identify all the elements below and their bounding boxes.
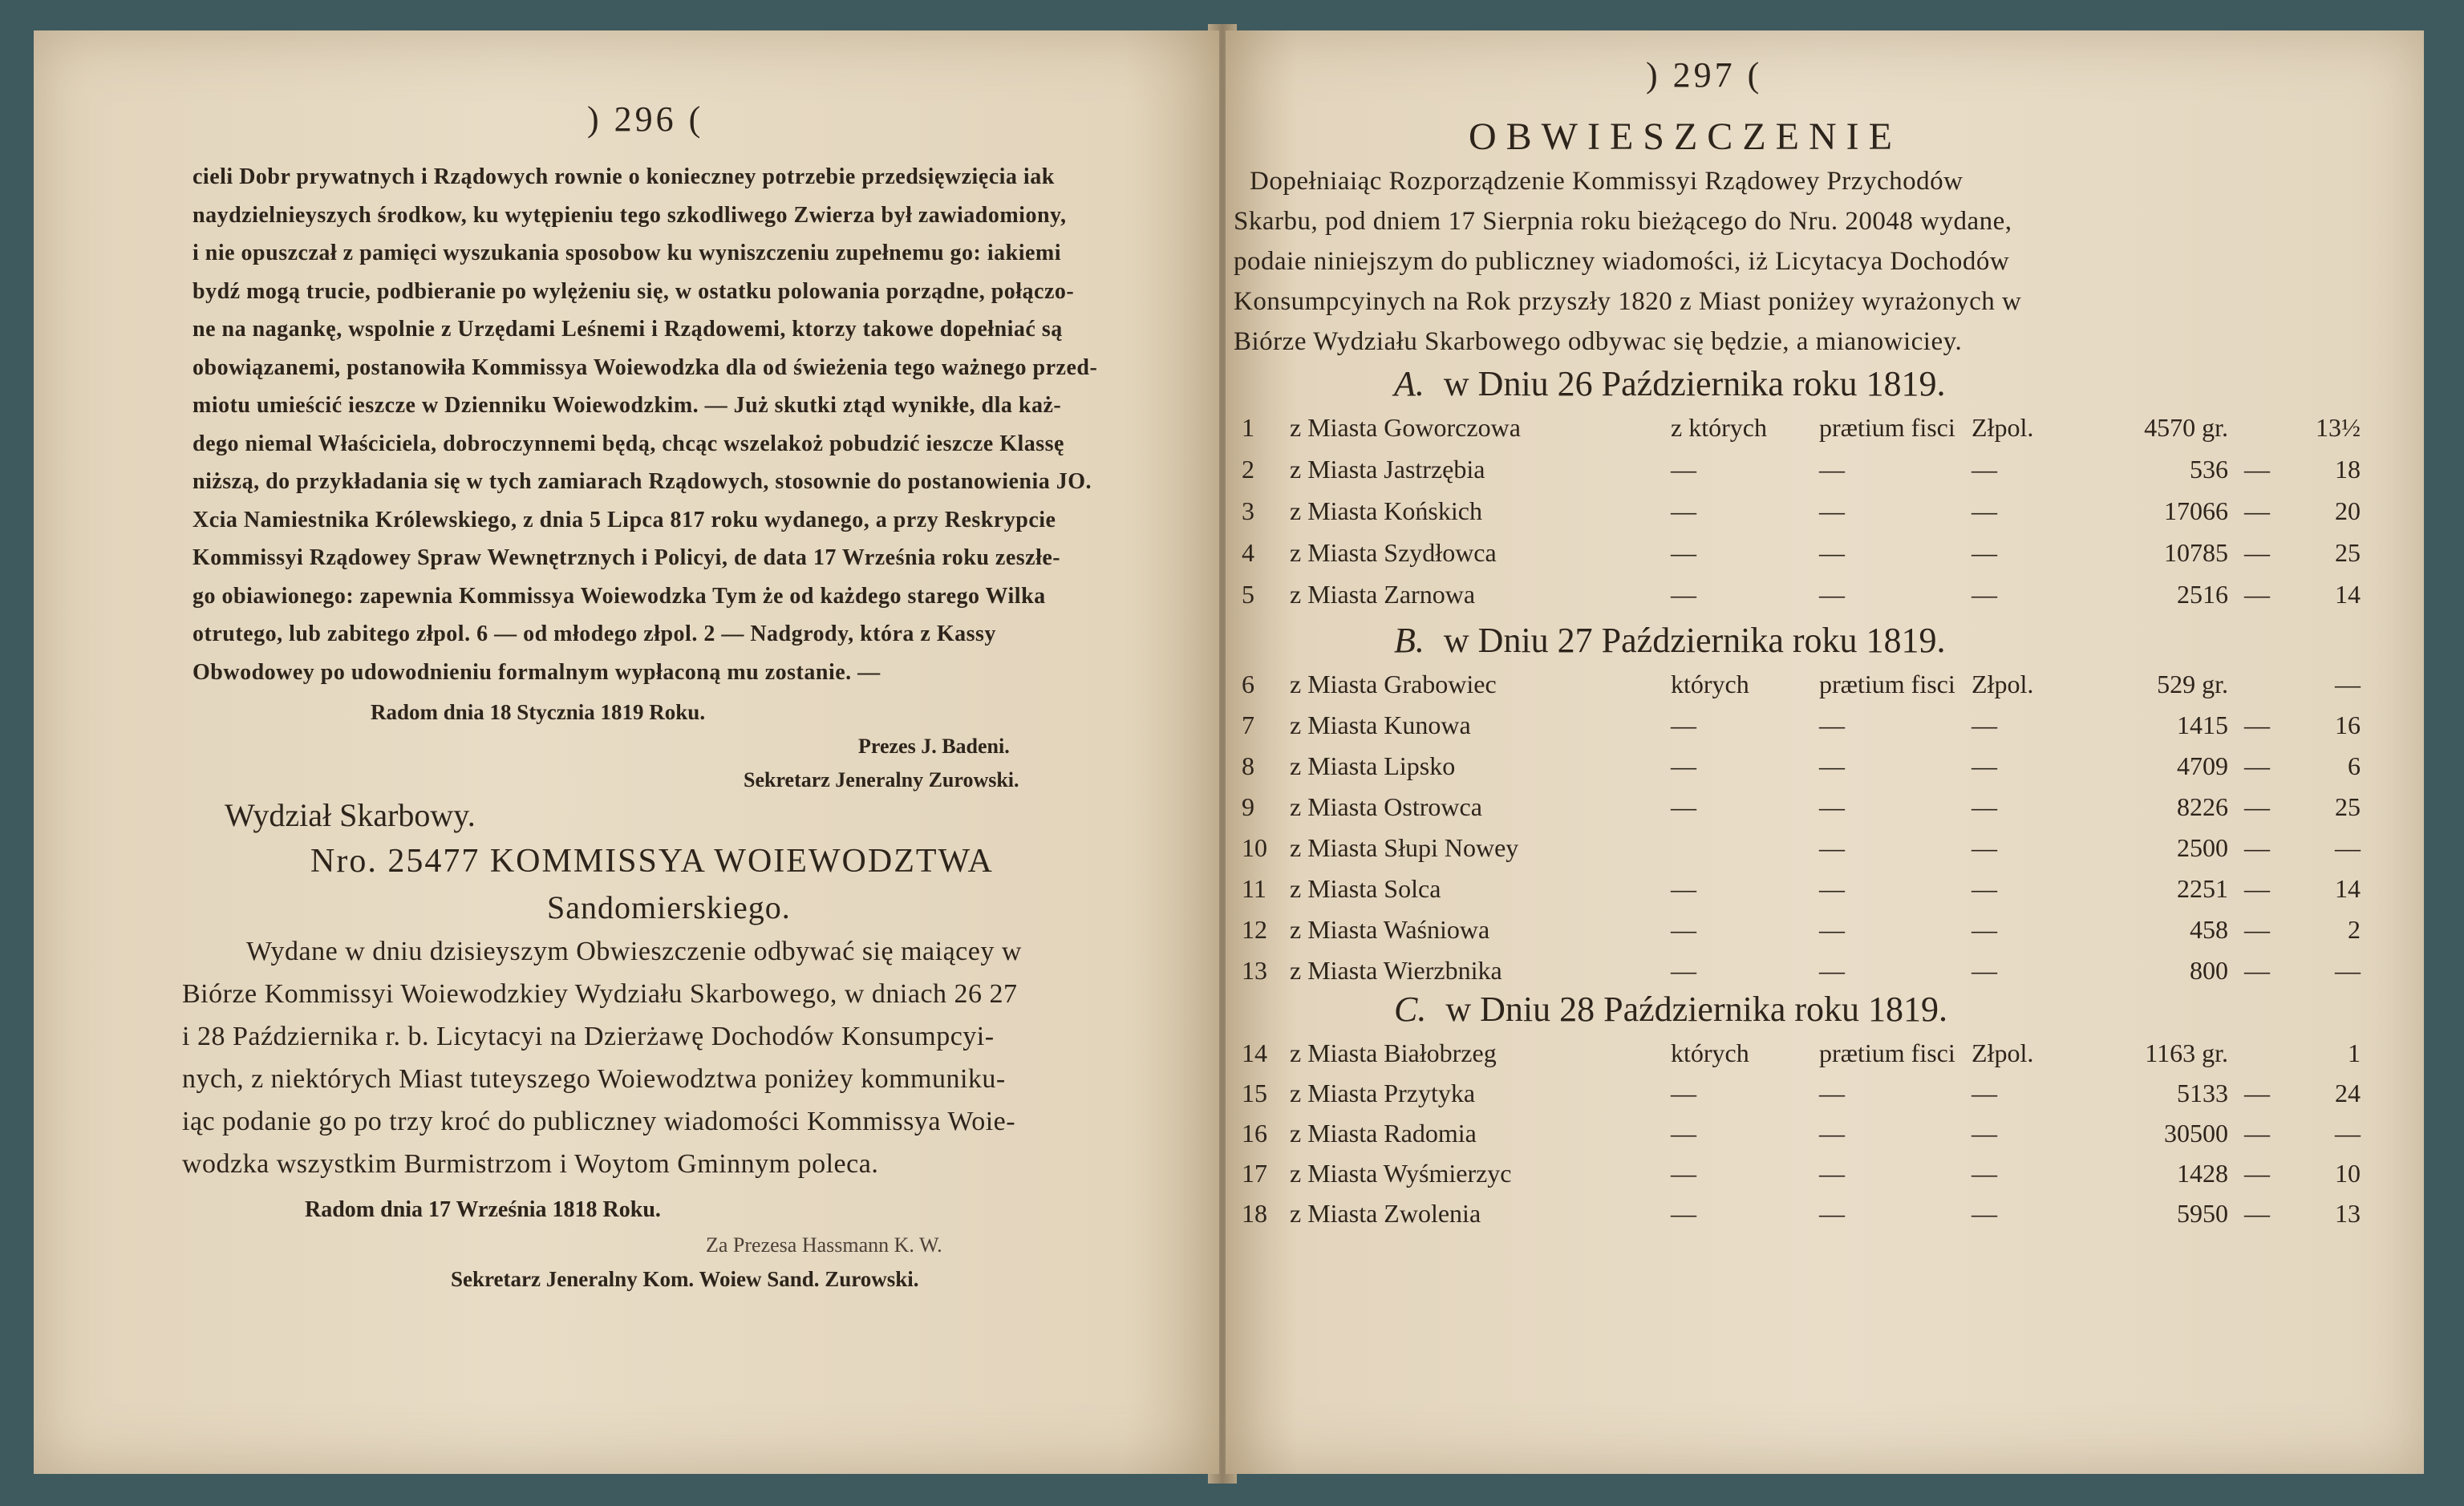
paragraph-line: obowiązanemi, postanowiła Kommissya Woiewodzka dla od świeżenia tego ważnego przed-	[192, 354, 1098, 380]
town-name: z Miasta Kunowa	[1290, 710, 1471, 739]
town-name: z Miasta Waśniowa	[1290, 915, 1490, 944]
town-name: z Miasta Jastrzębia	[1290, 455, 1485, 484]
price-value: 30500	[2164, 1119, 2228, 1148]
price-value: 10785	[2164, 538, 2228, 567]
paragraph-line: bydź mogą trucie, podbieranie po wylężeniu się, w ostatku polowania porządne, połączo-	[192, 278, 1075, 304]
paragraph-2-line: iąc podanie go po trzy kroć do publiczney wiadomości Kommissya Woie-	[182, 1107, 1016, 1136]
col-1: —	[1671, 1079, 1696, 1107]
schedule-row	[1226, 580, 2424, 617]
paragraph-line: i nie opuszczał z pamięci wyszukania sposobow ku wyniszczeniu zupełnemu go: iakiemi	[192, 241, 1062, 265]
schedule-row	[1226, 874, 2424, 911]
paragraph-line: go obiawionego: zapewnia Kommissya Woiewodzka Tym że od każdego starego Wilka	[192, 583, 1046, 609]
section-header: Wydział Skarbowy.	[225, 797, 476, 833]
intro-line: Skarbu, pod dniem 17 Sierpnia roku bieżącego do Nru. 20048 wydane,	[1234, 207, 2012, 236]
intro-line: Biórze Wydziału Skarbowego odbywac się będzie, a mianowiciey.	[1234, 327, 1963, 356]
groszy-value: 18	[2335, 455, 2361, 484]
col-2: prætium fisci	[1819, 413, 1955, 442]
dash: —	[2244, 580, 2270, 609]
groszy-value: 6	[2348, 751, 2361, 780]
row-number: 2	[1242, 455, 1254, 484]
signature-vice-president: Za Prezesa Hassmann K. W.	[706, 1233, 942, 1257]
schedule-row	[1226, 1079, 2424, 1115]
paragraph-2-line: nych, z niektórych Miast tuteyszego Woiewodztwa poniżey kommuniku-	[182, 1064, 1006, 1094]
col-2: —	[1819, 538, 1845, 567]
col-2: —	[1819, 710, 1845, 739]
col-1: —	[1671, 1159, 1696, 1188]
signature-secretary-2: Sekretarz Jeneralny Kom. Woiew Sand. Zurowski.	[451, 1267, 919, 1291]
schedule-row	[1226, 833, 2424, 870]
price-value: 4570 gr.	[2144, 413, 2228, 442]
schedule-row	[1226, 670, 2424, 706]
col-3: —	[1972, 833, 1997, 862]
schedule-row	[1226, 1119, 2424, 1156]
dash: —	[2244, 538, 2270, 567]
groszy-value: 13	[2335, 1199, 2361, 1228]
row-number: 11	[1242, 874, 1266, 903]
col-2: —	[1819, 792, 1845, 821]
row-number: 7	[1242, 710, 1254, 739]
town-name: z Miasta Radomia	[1290, 1119, 1477, 1148]
price-value: 8226	[2177, 792, 2228, 821]
price-value: 2251	[2177, 874, 2228, 903]
schedule-row	[1226, 538, 2424, 575]
price-value: 536	[2190, 455, 2228, 484]
schedule-row	[1226, 1038, 2424, 1075]
section-heading	[1394, 989, 1947, 1030]
town-name: z Miasta Solca	[1290, 874, 1441, 903]
col-3: —	[1972, 751, 1997, 780]
section-heading	[1394, 620, 1946, 661]
col-2: —	[1819, 1079, 1845, 1107]
town-name: z Miasta Przytyka	[1290, 1079, 1476, 1107]
paragraph-line: Xcia Namiestnika Królewskiego, z dnia 5 Lipca 817 roku wydanego, a przy Reskrypcie	[192, 507, 1056, 532]
col-2: —	[1819, 915, 1845, 944]
section-date: w Dniu 28 Października roku 1819.	[1445, 990, 1948, 1029]
row-number: 5	[1242, 580, 1254, 609]
town-name: z Miasta Goworczowa	[1290, 413, 1521, 442]
schedule-row	[1226, 413, 2424, 450]
col-1: —	[1671, 751, 1696, 780]
row-number: 15	[1242, 1079, 1267, 1107]
price-value: 2516	[2177, 580, 2228, 609]
groszy-value: 24	[2335, 1079, 2361, 1107]
paragraph-line: otrutego, lub zabitego złpol. 6 — od młodego złpol. 2 — Nadgrody, która z Kassy	[192, 621, 996, 646]
paragraph-line: niższą, do przykładania się w tych zamiarach Rządowych, stosownie do postanowienia JO.	[192, 469, 1092, 494]
paragraph-2-line: Biórze Kommissyi Woiewodzkiey Wydziału Skarbowego, w dniach 26 27	[182, 979, 1018, 1009]
col-1: których	[1671, 670, 1749, 698]
groszy-value: 14	[2335, 874, 2361, 903]
row-number: 4	[1242, 538, 1254, 567]
col-1: —	[1671, 455, 1696, 484]
paragraph-line: naydzielnieyszych środkow, ku wytępieniu tego szkodliwego Zwierza był zawiadomiony,	[192, 202, 1067, 228]
dash: —	[2244, 874, 2270, 903]
paragraph-2-line: i 28 Października r. b. Licytacyi na Dzierżawę Dochodów Konsumpcyi-	[182, 1022, 995, 1051]
row-number: 16	[1242, 1119, 1267, 1148]
town-name: z Miasta Wyśmierzyc	[1290, 1159, 1512, 1188]
price-value: 17066	[2164, 496, 2228, 525]
col-2: —	[1819, 580, 1845, 609]
col-2: prætium fisci	[1819, 1038, 1955, 1067]
col-2: prætium fisci	[1819, 670, 1955, 698]
col-1: —	[1671, 874, 1696, 903]
price-value: 458	[2190, 915, 2228, 944]
date-line-2: Radom dnia 17 Września 1818 Roku.	[305, 1197, 661, 1222]
dash: —	[2244, 1079, 2270, 1107]
intro-line: Konsumpcyinych na Rok przyszły 1820 z Miast poniżey wyrażonych w	[1234, 287, 2022, 316]
price-value: 529 gr.	[2157, 670, 2228, 698]
col-3: —	[1972, 874, 1997, 903]
section-letter: B.	[1394, 621, 1424, 660]
schedule-row	[1226, 956, 2424, 993]
col-1: —	[1671, 956, 1696, 985]
price-value: 5950	[2177, 1199, 2228, 1228]
row-number: 18	[1242, 1199, 1267, 1228]
paragraph-line: miotu umieścić ieszcze w Dzienniku Woiewodzkim. — Już skutki ztąd wynikłe, dla każ-	[192, 393, 1062, 418]
schedule-row	[1226, 455, 2424, 492]
row-number: 3	[1242, 496, 1254, 525]
number-title: Nro. 25477 KOMMISSYA WOIEWODZTWA	[310, 843, 994, 880]
col-2: —	[1819, 751, 1845, 780]
col-1: —	[1671, 1199, 1696, 1228]
groszy-value: —	[2335, 670, 2361, 698]
town-name: z Miasta Ostrowca	[1290, 792, 1482, 821]
page-number-right: ) 297 (	[1646, 55, 1763, 95]
col-2: —	[1819, 1159, 1845, 1188]
col-1: —	[1671, 538, 1696, 567]
dash: —	[2244, 833, 2270, 862]
price-value: 5133	[2177, 1079, 2228, 1107]
price-value: 1415	[2177, 710, 2228, 739]
groszy-value: 16	[2335, 710, 2361, 739]
row-number: 8	[1242, 751, 1254, 780]
paragraph-line: ne na nagankę, wspolnie z Urzędami Leśnemi i Rządowemi, ktorzy takowe dopełniać są	[192, 317, 1063, 342]
dash: —	[2244, 496, 2270, 525]
row-number: 6	[1242, 670, 1254, 698]
schedule-row	[1226, 1159, 2424, 1196]
col-3: Złpol.	[1972, 670, 2034, 698]
paragraph-2-line: wodzka wszystkim Burmistrzom i Woytom Gminnym poleca.	[182, 1149, 879, 1179]
dash: —	[2244, 751, 2270, 780]
signature-president: Prezes J. Badeni.	[858, 735, 1010, 758]
paragraph-line: Obwodowey po udowodnieniu formalnym wypłaconą mu zostanie. —	[192, 659, 881, 685]
col-2: —	[1819, 956, 1845, 985]
col-1: z których	[1671, 413, 1767, 442]
col-3: —	[1972, 792, 1997, 821]
page-number-left: ) 296 (	[587, 99, 704, 139]
row-number: 9	[1242, 792, 1254, 821]
schedule-row	[1226, 496, 2424, 533]
town-name: z Miasta Białobrzeg	[1290, 1038, 1497, 1067]
col-3: —	[1972, 915, 1997, 944]
groszy-value: 1	[2348, 1038, 2361, 1067]
col-2: —	[1819, 1119, 1845, 1148]
dash: —	[2244, 1159, 2270, 1188]
col-2: —	[1819, 833, 1845, 862]
intro-line: Dopełniaiąc Rozporządzenie Kommissyi Rządowey Przychodów	[1250, 167, 1964, 196]
row-number: 12	[1242, 915, 1267, 944]
col-1: —	[1671, 710, 1696, 739]
col-2: —	[1819, 874, 1845, 903]
town-name: z Miasta Szydłowca	[1290, 538, 1497, 567]
schedule-row	[1226, 751, 2424, 788]
groszy-value: 25	[2335, 538, 2361, 567]
col-1: —	[1671, 580, 1696, 609]
col-3: —	[1972, 956, 1997, 985]
groszy-value: 25	[2335, 792, 2361, 821]
dash: —	[2244, 710, 2270, 739]
groszy-value: —	[2335, 956, 2361, 985]
col-3: —	[1972, 1119, 1997, 1148]
col-2: —	[1819, 455, 1845, 484]
col-1: —	[1671, 1119, 1696, 1148]
row-number: 17	[1242, 1159, 1267, 1188]
col-3: Złpol.	[1972, 1038, 2034, 1067]
col-3: —	[1972, 538, 1997, 567]
left-page	[34, 30, 1219, 1474]
groszy-value: 20	[2335, 496, 2361, 525]
groszy-value: 2	[2348, 915, 2361, 944]
town-name: z Miasta Słupi Nowey	[1290, 833, 1519, 862]
price-value: 4709	[2177, 751, 2228, 780]
signature-secretary: Sekretarz Jeneralny Zurowski.	[744, 768, 1019, 791]
date-line: Radom dnia 18 Stycznia 1819 Roku.	[371, 700, 706, 724]
row-number: 14	[1242, 1038, 1267, 1067]
paragraph-line: Kommissyi Rządowey Spraw Wewnętrznych i Policyi, de data 17 Września roku zeszłe-	[192, 545, 1061, 570]
paragraph-2-line: Wydane w dniu dzisieyszym Obwieszczenie odbywać się maiącey w	[246, 937, 1022, 966]
dash: —	[2244, 792, 2270, 821]
row-number: 13	[1242, 956, 1267, 985]
section-date: w Dniu 27 Października roku 1819.	[1443, 621, 1946, 660]
col-3: —	[1972, 1199, 1997, 1228]
section-letter: A.	[1394, 364, 1424, 403]
groszy-value: —	[2335, 833, 2361, 862]
dash: —	[2244, 956, 2270, 985]
price-value: 2500	[2177, 833, 2228, 862]
town-name: z Miasta Lipsko	[1290, 751, 1456, 780]
col-1: —	[1671, 792, 1696, 821]
row-number: 1	[1242, 413, 1254, 442]
town-name: z Miasta Końskich	[1290, 496, 1482, 525]
col-3: —	[1972, 1079, 1997, 1107]
section-letter: C.	[1394, 990, 1427, 1029]
col-1: —	[1671, 496, 1696, 525]
row-number: 10	[1242, 833, 1267, 862]
intro-line: podaie niniejszym do publiczney wiadomości, iż Licytacya Dochodów	[1234, 247, 2010, 276]
dash: —	[2244, 1119, 2270, 1148]
col-3: —	[1972, 710, 1997, 739]
announcement-title: OBWIESZCZENIE	[1469, 115, 1902, 158]
town-name: z Miasta Wierzbnika	[1290, 956, 1502, 985]
price-value: 1163 gr.	[2145, 1038, 2228, 1067]
section-date: w Dniu 26 Października roku 1819.	[1443, 364, 1946, 403]
paragraph-line: cieli Dobr prywatnych i Rządowych rownie o konieczney potrzebie przedsięwzięcia iak	[192, 164, 1055, 189]
col-3: —	[1972, 1159, 1997, 1188]
town-name: z Miasta Zarnowa	[1290, 580, 1476, 609]
right-page	[1226, 30, 2424, 1474]
schedule-row	[1226, 792, 2424, 829]
dash: —	[2244, 915, 2270, 944]
dash: —	[2244, 455, 2270, 484]
town-name: z Miasta Zwolenia	[1290, 1199, 1481, 1228]
price-value: 800	[2190, 956, 2228, 985]
paragraph-line: dego niemal Właściciela, dobroczynnemi będą, chcąc wszelakoż pobudzić ieszcze Klassę	[192, 431, 1064, 456]
col-1: których	[1671, 1038, 1749, 1067]
schedule-row	[1226, 710, 2424, 747]
col-2: —	[1819, 496, 1845, 525]
schedule-row	[1226, 1199, 2424, 1236]
col-3: —	[1972, 580, 1997, 609]
groszy-value: —	[2335, 1119, 2361, 1148]
dash: —	[2244, 1199, 2270, 1228]
groszy-value: 10	[2335, 1159, 2361, 1188]
col-2: —	[1819, 1199, 1845, 1228]
col-3: —	[1972, 496, 1997, 525]
section-heading	[1394, 363, 1946, 404]
groszy-value: 13½	[2316, 413, 2361, 442]
schedule-row	[1226, 915, 2424, 952]
price-value: 1428	[2177, 1159, 2228, 1188]
groszy-value: 14	[2335, 580, 2361, 609]
col-1: —	[1671, 915, 1696, 944]
col-3: —	[1972, 455, 1997, 484]
title-cont: Sandomierskiego.	[547, 889, 791, 925]
town-name: z Miasta Grabowiec	[1290, 670, 1497, 698]
col-3: Złpol.	[1972, 413, 2034, 442]
